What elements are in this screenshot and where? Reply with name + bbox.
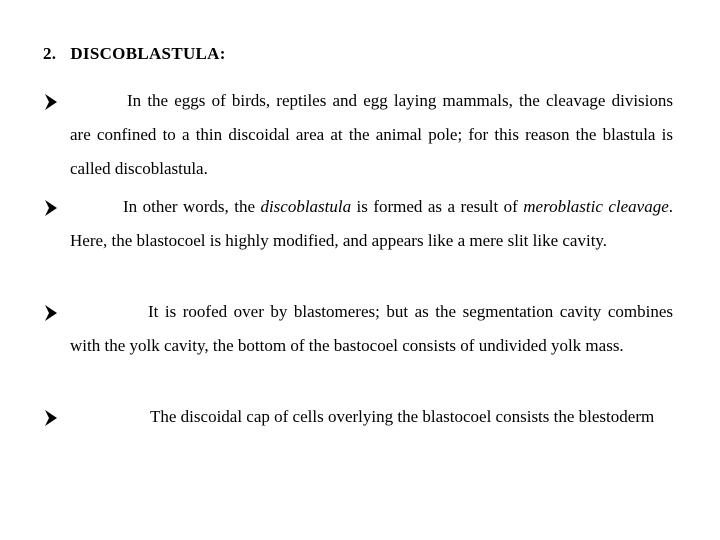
section-number: 2. [43,44,57,63]
section-heading [43,44,226,64]
bullet-text [70,400,673,434]
text-segment: In other words, the [123,197,261,216]
text-segment-italic: meroblastic cleavage [523,197,669,216]
text-segment: The discoidal cap of cells overlying the blastocoel consists the blestoderm [150,407,655,426]
bullet-item [43,400,673,434]
arrow-bullet-icon [43,304,59,322]
bullet-item [43,84,673,186]
section-title: DISCOBLASTULA: [70,44,226,63]
bullet-item [43,190,673,258]
arrow-bullet-icon [43,199,59,217]
text-segment: . Here, the blastocoel is highly modified, and appears like a mere slit like cavity. [70,197,673,250]
arrow-bullet-icon [43,409,59,427]
bullet-text [70,190,673,258]
text-segment-italic: discoblastula [260,197,352,216]
text-segment: is formed as a result of [351,197,524,216]
bullet-text [70,84,673,186]
bullet-item [43,295,673,363]
bullet-text [70,295,673,363]
arrow-bullet-icon [43,93,59,111]
text-segment: In the eggs of birds, reptiles and egg laying mammals, the cleavage divisions are confined to a thin discoidal area at the animal pole; for this reason the blastula is called discoblastula. [70,91,673,178]
text-segment: It is roofed over by blastomeres; but as the segmentation cavity combines with the yolk cavity, the bottom of the bastocoel consists of undivided yolk mass. [70,302,673,355]
